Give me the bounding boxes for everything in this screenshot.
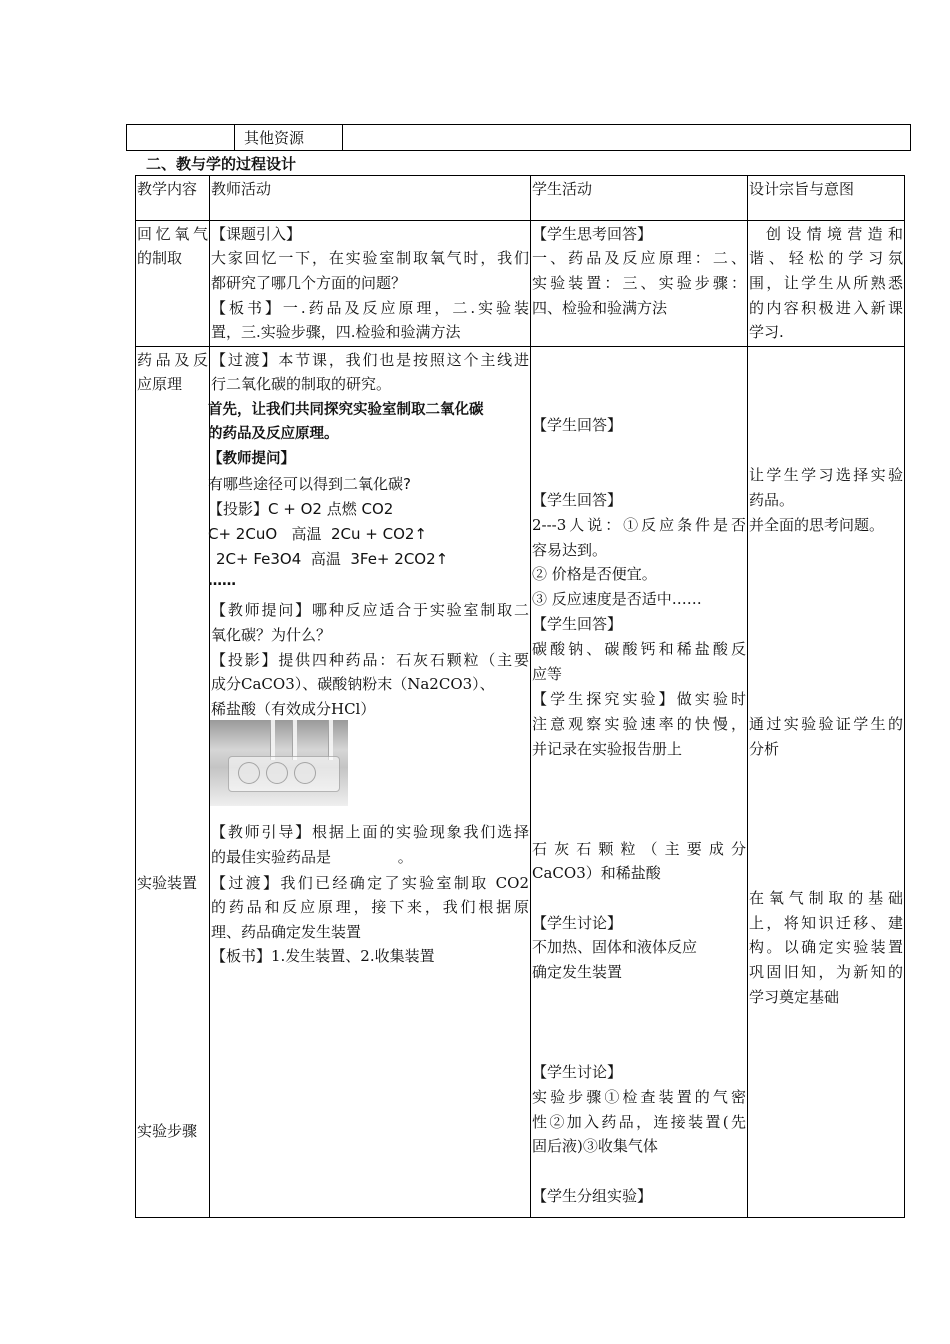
teacher-explore-line2: 的药品及反应原理。 <box>208 426 339 442</box>
section-title: 二、教与学的过程设计 <box>146 155 297 173</box>
teacher-question-tag: 【教师提问】 <box>208 451 295 467</box>
teacher-which-line1: 【教师提问】哪种反应适合于实验室制取二 <box>211 601 529 619</box>
teacher-transition2-line3: 理、药品确定发生装置 <box>211 923 362 941</box>
intent-migrate-line3: 构。以确定实验装置 <box>749 938 903 956</box>
teacher-drugs-line3-visible: 稀盐酸（有效成分HCl） <box>211 700 376 718</box>
row2-content-apparatus: 实验装置 <box>137 874 198 892</box>
header-teacher: 教师活动 <box>211 180 272 198</box>
intent-choose-line2: 药品。 <box>749 491 795 509</box>
student-answer3: 【学生回答】 <box>532 615 623 633</box>
row1-student-line1: 【学生思考回答】 <box>532 225 653 243</box>
row1-student-line4: 四、检验和验满方法 <box>532 299 668 317</box>
row1-teacher-line1: 【课题引入】 <box>211 225 302 243</box>
teacher-drugs-line2: 成分CaCO3）、碳酸钠粉末（Na2CO3）、 <box>211 675 495 693</box>
student-answer2: 【学生回答】 <box>532 491 623 509</box>
header-content: 教学内容 <box>137 180 198 198</box>
row1-student-line2: 一、药品及反应原理：二、 <box>532 249 746 267</box>
teacher-projection-eq1: 【投影】C + O2 点燃 CO2 <box>208 500 394 518</box>
student-choice-line2: CaCO3）和稀盐酸 <box>532 864 661 882</box>
teacher-question: 有哪些途径可以得到二氧化碳? <box>208 475 411 493</box>
header-student: 学生活动 <box>532 180 593 198</box>
row1-intent-line5: 学习. <box>749 323 784 341</box>
intent-choose-line3: 并全面的思考问题。 <box>749 516 885 534</box>
intent-verify-line2: 分析 <box>749 740 780 758</box>
intent-verify-line1: 通过实验验证学生的 <box>749 715 903 733</box>
student-discuss1-line2: 确定发生装置 <box>532 963 623 981</box>
student-reasons-line4: ③ 反应速度是否适中…… <box>532 590 702 608</box>
teacher-projection-eq2: C+ 2CuO 高温 2Cu + CO2↑ <box>208 525 428 543</box>
intent-migrate-line2: 上，将知识迁移、建 <box>749 914 903 932</box>
row1-content-line2: 的制取 <box>137 249 183 267</box>
student-explore-line1: 【学生探究实验】做实验时 <box>532 690 746 708</box>
other-resources-label: 其他资源 <box>244 129 305 147</box>
teacher-guide-line2: 的最佳实验药品是 。 <box>211 848 413 866</box>
row1-intent-line2: 谐、轻松的学习氛 <box>749 249 903 267</box>
teacher-transition-line2: 行二氧化碳的制取的研究。 <box>211 375 392 393</box>
row1-intent-line3: 围，让学生从所熟悉 <box>749 274 903 292</box>
teacher-transition2-line1: 【过渡】我们已经确定了实验室制取 CO2 <box>211 874 529 892</box>
student-discuss1-tag: 【学生讨论】 <box>532 914 623 932</box>
teacher-which-line2: 氧化碳？为什么？ <box>211 626 332 644</box>
intent-choose-line1: 让学生学习选择实验 <box>749 466 903 484</box>
row1-teacher-line3: 都研究了哪几个方面的问题？ <box>211 274 407 292</box>
row1-intent-line1: 创设情境营造和 <box>766 225 903 243</box>
student-discuss2-line2: 性②加入药品，连接装置(先 <box>532 1113 746 1131</box>
teacher-explore-line1: 首先，让我们共同探究实验室制取二氧化碳 <box>208 402 484 418</box>
student-explore-line2: 注意观察实验速率的快慢， <box>532 715 746 733</box>
student-answer3-line2: 应等 <box>532 665 563 683</box>
student-choice-line1: 石灰石颗粒（主要成分 <box>532 840 746 858</box>
row1-teacher-line5: 置，三.实验步骤，四.检验和验满方法 <box>211 323 461 341</box>
student-discuss1-line1: 不加热、固体和液体反应 <box>532 938 698 956</box>
intent-migrate-line1: 在氧气制取的基础 <box>749 889 903 907</box>
student-discuss2-tag: 【学生讨论】 <box>532 1063 623 1081</box>
student-reasons-line2: 容易达到。 <box>532 541 608 559</box>
teacher-transition2-line2: 的药品和反应原理，接下来，我们根据原 <box>211 898 529 916</box>
teacher-ellipsis: …… <box>208 573 236 589</box>
teacher-transition-line1: 【过渡】本节课，我们也是按照这个主线进 <box>211 351 529 369</box>
row2-content-steps: 实验步骤 <box>137 1122 198 1140</box>
student-answer1: 【学生回答】 <box>532 416 623 434</box>
row1-content-line1: 回忆氧气 <box>137 225 208 243</box>
experiment-photo <box>210 720 348 806</box>
row2-content-reaction-line1: 药品及反 <box>137 351 208 369</box>
row1-teacher-line4: 【板书】一.药品及反应原理，二.实验装 <box>211 299 529 317</box>
header-intent: 设计宗旨与意图 <box>749 180 855 198</box>
student-explore-line3: 并记录在实验报告册上 <box>532 740 683 758</box>
student-answer3-line1: 碳酸钠、碳酸钙和稀盐酸反 <box>532 640 746 658</box>
row1-teacher-line2: 大家回忆一下，在实验室制取氧气时，我们 <box>211 249 529 267</box>
student-discuss2-line1: 实验步骤①检查装置的气密 <box>532 1088 746 1106</box>
student-group-experiment: 【学生分组实验】 <box>532 1187 653 1205</box>
student-discuss2-line3: 固后液)③收集气体 <box>532 1137 658 1155</box>
intent-migrate-line5: 学习奠定基础 <box>749 988 840 1006</box>
row2-content-reaction-line2: 应原理 <box>137 375 183 393</box>
intent-migrate-line4: 巩固旧知，为新知的 <box>749 963 903 981</box>
student-reasons-line3: ② 价格是否便宜。 <box>532 565 657 583</box>
student-reasons-line1: 2---3人说：①反应条件是否 <box>532 516 746 534</box>
teacher-board: 【板书】1.发生装置、2.收集装置 <box>211 947 435 965</box>
teacher-projection-eq3: 2C+ Fe3O4 高温 3Fe+ 2CO2↑ <box>216 550 449 568</box>
teacher-drugs-line1: 【投影】提供四种药品：石灰石颗粒（主要 <box>211 651 529 669</box>
teacher-guide-line1: 【教师引导】根据上面的实验现象我们选择 <box>211 823 529 841</box>
row1-student-line3: 实验装置：三、实验步骤： <box>532 274 746 292</box>
row1-intent-line4: 的内容积极进入新课 <box>749 299 903 317</box>
